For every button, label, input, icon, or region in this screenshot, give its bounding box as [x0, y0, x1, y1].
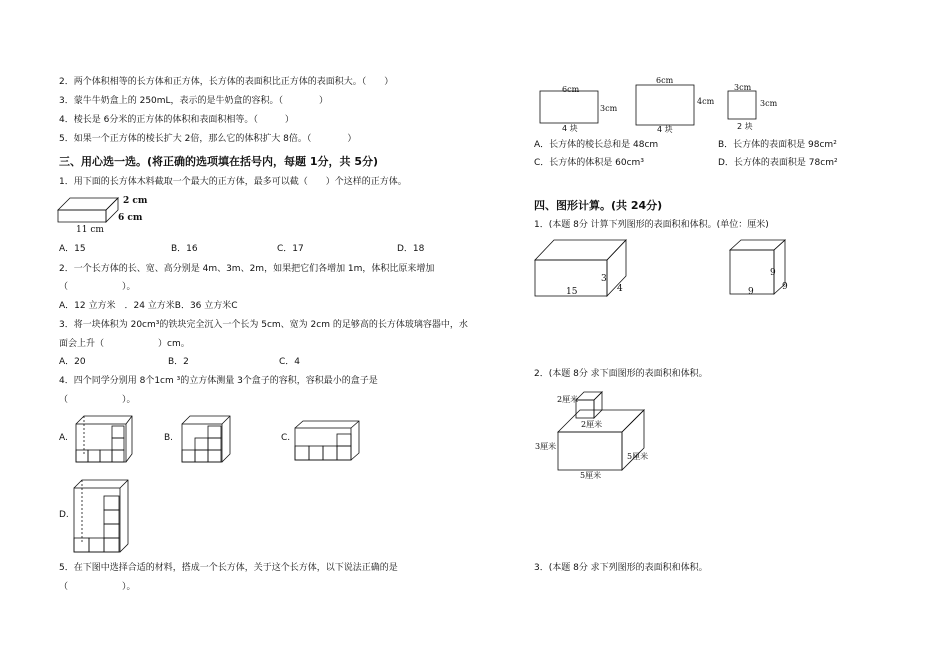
q5-option-b: B．长方体的表面积是 98cm²: [718, 140, 837, 150]
q1-option-d: D．18: [397, 244, 425, 254]
section4-title: 四、图形计算。(共 24分): [534, 199, 663, 212]
big-length-label: 5厘米: [580, 471, 602, 480]
judge-q2: 2．两个体积相等的长方体和正方体，长方体的表面积比正方体的表面积大。（ ）: [59, 77, 394, 87]
judge-q3: 3．蒙牛牛奶盒上的 250mL，表示的是牛奶盒的容积。（ ）: [59, 96, 329, 106]
calc-q3-text: 3．(本题 8分 求下列图形的表面积和体积。: [534, 563, 708, 573]
q4-label-c: C.: [281, 433, 291, 443]
q3-option-c: C．4: [279, 357, 301, 367]
q3-option-b: B．2: [168, 357, 189, 367]
calc-q1-text: 1．(本题 8分 计算下列图形的表面积和体积。(单位：厘米): [534, 220, 769, 230]
q5-option-c: C．长方体的体积是 60cm³: [534, 158, 644, 168]
box1-width: 4: [617, 284, 623, 294]
cube-edge-label: 2厘米: [557, 395, 579, 404]
box1-height: 3: [601, 274, 607, 284]
choice-q3-line1: 3．将一块体积为 20cm³的铁块完全沉入一个长为 5cm、宽为 2cm 的足够高的长方体玻璃容器中，水: [59, 320, 468, 330]
material2-top: 6cm: [656, 76, 674, 85]
q5-option-a: A．长方体的棱长总和是 48cm: [534, 140, 659, 150]
material1-count: 4 块: [562, 124, 578, 133]
big-height-label: 3厘米: [535, 442, 557, 451]
material3-count: 2 块: [737, 122, 753, 131]
calc-q2-text: 2．(本题 8分 求下面图形的表面积和体积。: [534, 369, 708, 379]
q4-box-c: [293, 420, 363, 465]
box2-edge-c: 9: [782, 282, 788, 292]
choice-q3-line2: 面会上升（ ）cm。: [59, 339, 190, 349]
judge-q5: 5．如果一个正方体的棱长扩大 2倍，那么它的体积扩大 8倍。（ ）: [59, 134, 357, 144]
q1-option-c: C．17: [277, 244, 304, 254]
q4-label-b: B.: [164, 433, 174, 443]
q4-label-a: A.: [59, 433, 68, 443]
q1-option-a: A．15: [59, 244, 86, 254]
material2-count: 4 块: [657, 125, 673, 134]
judge-q4: 4．棱长是 6分米的正方体的体积和表面积相等。（ ）: [59, 115, 294, 125]
section3-title: 三、用心选一选。(将正确的选项填在括号内，每题 1分，共 5分): [59, 155, 379, 168]
choice-q2-options: A．12 立方米 ．24 立方米B．36 立方米C: [59, 301, 238, 311]
material3-side: 3cm: [760, 99, 778, 108]
material1-side: 3cm: [600, 104, 618, 113]
q4-box-b: [180, 412, 232, 467]
cube-bottom-label: 2厘米: [581, 420, 603, 429]
material-rect-1: [540, 91, 598, 123]
q1-option-b: B．16: [171, 244, 198, 254]
material3-top: 3cm: [734, 83, 752, 92]
choice-q4-line1: 4．四个同学分别用 8个1cm ³的立方体测量 3个盒子的容积，容积最小的盒子是: [59, 376, 378, 386]
q4-label-d: D.: [59, 510, 69, 520]
box2-edge-b: 9: [770, 268, 776, 278]
box2-edge-a: 9: [748, 287, 754, 297]
q5-option-d: D．长方体的表面积是 78cm²: [718, 158, 838, 168]
q1-dim-length: 11 cm: [76, 225, 104, 235]
choice-q5-line1: 5．在下图中选择合适的材料，搭成一个长方体，关于这个长方体，以下说法正确的是: [59, 563, 398, 573]
q1-dim-height: 2 cm: [123, 196, 148, 206]
material2-side: 4cm: [697, 97, 715, 106]
q5-materials-figure: [538, 77, 838, 133]
choice-q1-text: 1．用下面的长方体木料截取一个最大的正方体，最多可以截（ ）个这样的正方体。: [59, 177, 407, 187]
choice-q5-line2: （ ）。: [59, 582, 136, 592]
q1-dim-width: 6 cm: [118, 213, 143, 223]
choice-q2-line2: （ ）。: [59, 282, 136, 292]
big-width-label: 5厘米: [627, 452, 649, 461]
q4-box-a: [72, 412, 134, 467]
material-rect-3: [728, 91, 756, 119]
box1-length: 15: [566, 287, 578, 297]
choice-q4-line2: （ ）。: [59, 395, 136, 405]
material-rect-2: [636, 85, 694, 125]
material1-top: 6cm: [562, 85, 580, 94]
q3-option-a: A．20: [59, 357, 86, 367]
q4-box-d: [72, 478, 132, 554]
choice-q2-line1: 2．一个长方体的长、宽、高分别是 4m、3m、2m，如果把它们各增加 1m，体积比原来增加: [59, 264, 435, 274]
